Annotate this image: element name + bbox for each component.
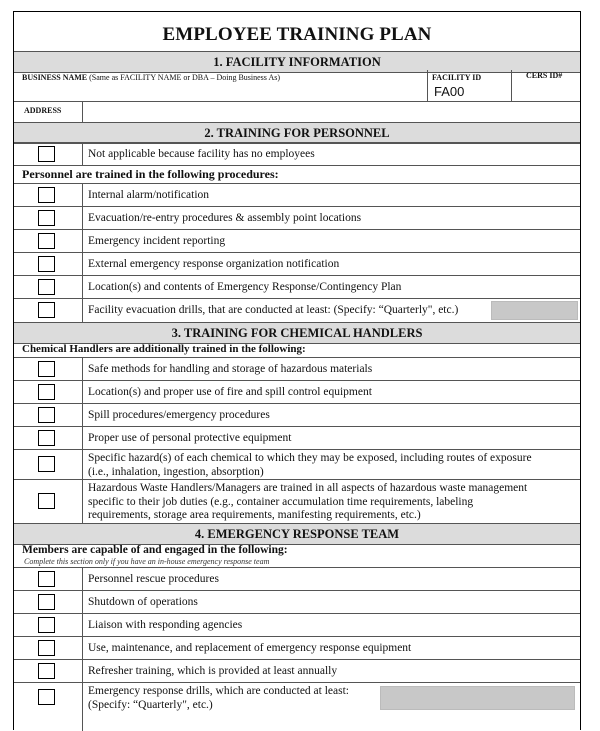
list-item: [14, 449, 580, 479]
section-3-subheading: Chemical Handlers are additionally trained in the following:: [22, 343, 306, 355]
checkbox[interactable]: [38, 187, 55, 203]
list-item: [14, 682, 580, 731]
item-text: Hazardous Waste Handlers/Managers are trained in all aspects of hazardous waste management specific to their job duties (e.g., container accumulation time requirements, labeling requirements, storage area requirements, manifesting requirements, etc.): [88, 482, 528, 521]
item-text: Shutdown of operations: [88, 596, 198, 608]
checkbox[interactable]: [38, 384, 55, 400]
section-4-subheading: Members are capable of and engaged in the following:: [22, 544, 288, 556]
item-text: Proper use of personal protective equipment: [88, 432, 292, 444]
item-text: Location(s) and contents of Emergency Response/Contingency Plan: [88, 281, 402, 293]
address-divider: [82, 101, 83, 122]
checkbox[interactable]: [38, 361, 55, 377]
item-text: Location(s) and proper use of fire and spill control equipment: [88, 386, 372, 398]
item-text: Internal alarm/notification: [88, 189, 210, 201]
row-divider: [82, 207, 83, 229]
checkbox[interactable]: [38, 456, 55, 472]
section-1-heading: 1. FACILITY INFORMATION: [14, 51, 580, 73]
row-divider: [82, 480, 83, 523]
divider: [14, 101, 580, 102]
section-4-heading: 4. EMERGENCY RESPONSE TEAM: [14, 523, 580, 545]
list-item: [14, 275, 580, 298]
list-item: [14, 229, 580, 252]
checkbox[interactable]: [38, 256, 55, 272]
item-text: Liaison with responding agencies: [88, 619, 243, 631]
list-item: [14, 426, 580, 449]
section-2-heading: 2. TRAINING FOR PERSONNEL: [14, 122, 580, 144]
list-item: [14, 206, 580, 229]
list-item: [14, 380, 580, 403]
checkbox[interactable]: [38, 689, 55, 705]
list-item: [14, 298, 580, 322]
checkbox[interactable]: [38, 617, 55, 633]
row-divider: [82, 276, 83, 298]
form-title: EMPLOYEE TRAINING PLAN: [162, 24, 432, 45]
item-text: Use, maintenance, and replacement of emergency response equipment: [88, 642, 412, 654]
checkbox[interactable]: [38, 233, 55, 249]
divider: [14, 165, 580, 166]
facility-id-divider: [427, 70, 428, 101]
checkbox[interactable]: [38, 430, 55, 446]
row-divider: [82, 637, 83, 659]
list-item: [14, 403, 580, 426]
item-text: Safe methods for handling and storage of hazardous materials: [88, 363, 373, 375]
row-divider: [82, 614, 83, 636]
list-item: [14, 183, 580, 206]
row-divider: [82, 381, 83, 403]
item-text: Specific hazard(s) of each chemical to which they may be exposed, including routes of exposure (i.e., inhalation, ingestion, absorption): [88, 452, 532, 478]
list-item: [14, 567, 580, 590]
form-frame: [13, 11, 581, 730]
row-divider: [82, 427, 83, 449]
row-divider: [82, 660, 83, 682]
address-label: ADDRESS: [24, 106, 62, 115]
row-divider: [82, 591, 83, 613]
item-text: Spill procedures/emergency procedures: [88, 409, 270, 421]
checkbox[interactable]: [38, 493, 55, 509]
section-3-heading: 3. TRAINING FOR CHEMICAL HANDLERS: [14, 322, 580, 344]
row-divider: [82, 184, 83, 206]
row-divider: [82, 358, 83, 380]
checkbox[interactable]: [38, 571, 55, 587]
row-divider: [82, 450, 83, 479]
list-item: [14, 659, 580, 682]
not-applicable-text: Not applicable because facility has no employees: [88, 148, 315, 160]
checkbox[interactable]: [38, 640, 55, 656]
item-text: External emergency response organization notification: [88, 258, 340, 270]
item-text: Evacuation/re-entry procedures & assembly point locations: [88, 212, 362, 224]
list-item: [14, 613, 580, 636]
list-item: [14, 479, 580, 523]
checkbox[interactable]: [38, 302, 55, 318]
item-text: Emergency incident reporting: [88, 235, 226, 247]
cers-id-label: CERS ID#: [526, 71, 563, 80]
checkbox[interactable]: [38, 663, 55, 679]
checkbox[interactable]: [38, 594, 55, 610]
section-2-subheading: Personnel are trained in the following procedures:: [22, 167, 279, 181]
row-divider: [82, 568, 83, 590]
facility-id-label: FACILITY ID: [432, 73, 482, 82]
row-divider: [82, 143, 83, 165]
row-divider: [82, 299, 83, 322]
row-divider: [82, 230, 83, 252]
item-text: Facility evacuation drills, that are conducted at least: (Specify: “Quarterly", etc.): [88, 304, 459, 316]
checkbox[interactable]: [38, 407, 55, 423]
list-item: [14, 590, 580, 613]
checkbox[interactable]: [38, 210, 55, 226]
frequency-field[interactable]: [380, 686, 575, 710]
section-4-note: Complete this section only if you have an in-house emergency response team: [24, 557, 270, 566]
item-text: Refresher training, which is provided at least annually: [88, 665, 338, 677]
item-text: Personnel rescue procedures: [88, 573, 219, 585]
row-divider: [82, 683, 83, 731]
list-item: [14, 357, 580, 380]
item-text: Emergency response drills, which are conducted at least: (Specify: “Quarterly", etc.): [88, 685, 350, 711]
facility-id-value[interactable]: FA00: [434, 84, 465, 99]
not-applicable-row: [14, 142, 580, 165]
checkbox[interactable]: [38, 279, 55, 295]
checkbox[interactable]: [38, 146, 55, 162]
row-divider: [82, 253, 83, 275]
list-item: [14, 252, 580, 275]
row-divider: [82, 404, 83, 426]
cers-id-divider: [511, 70, 512, 101]
list-item: [14, 636, 580, 659]
frequency-field[interactable]: [491, 301, 578, 320]
business-name-label: BUSINESS NAME (Same as FACILITY NAME or DBA – Doing Business As): [22, 73, 281, 82]
